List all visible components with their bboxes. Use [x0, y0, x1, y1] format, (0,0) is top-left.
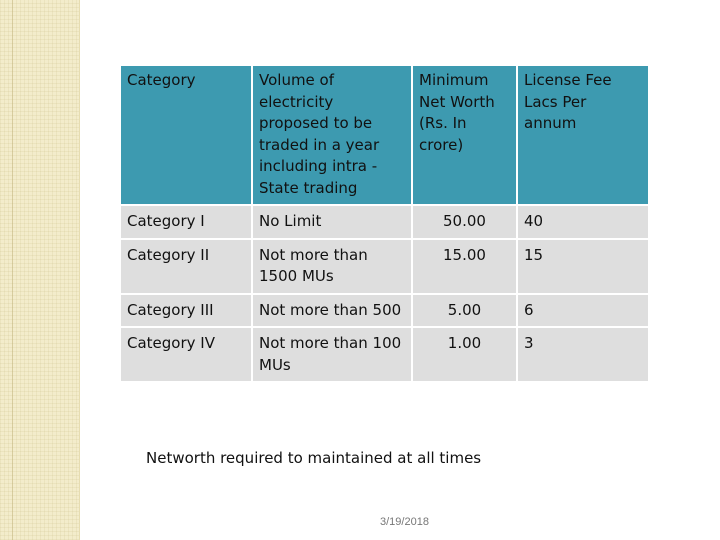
table-row: [121, 294, 648, 328]
cell-license-fee: 15: [517, 239, 648, 294]
table-row: [121, 205, 648, 239]
cell-net-worth: 5.00: [412, 294, 517, 328]
cell-category: Category I: [121, 205, 252, 239]
header-category: Category: [121, 66, 252, 205]
slide-date: 3/19/2018: [380, 516, 429, 528]
table-row: [121, 327, 648, 382]
cell-license-fee: 40: [517, 205, 648, 239]
table-header-row: [121, 66, 648, 205]
cell-license-fee: 6: [517, 294, 648, 328]
cell-category: Category IV: [121, 327, 252, 382]
table-row: [121, 239, 648, 294]
cell-license-fee: 3: [517, 327, 648, 382]
cell-net-worth: 15.00: [412, 239, 517, 294]
cell-category: Category III: [121, 294, 252, 328]
header-license-fee: License Fee Lacs Per annum: [517, 66, 648, 205]
cell-volume: Not more than 500: [252, 294, 412, 328]
cell-category: Category II: [121, 239, 252, 294]
left-border-line: [12, 0, 13, 540]
cell-net-worth: 1.00: [412, 327, 517, 382]
header-net-worth: Minimum Net Worth (Rs. In crore): [412, 66, 517, 205]
networth-note: Networth required to maintained at all times: [146, 449, 482, 467]
cell-volume: Not more than 100 MUs: [252, 327, 412, 382]
cell-volume: Not more than 1500 MUs: [252, 239, 412, 294]
decorative-left-border: [0, 0, 80, 540]
cell-volume: No Limit: [252, 205, 412, 239]
cell-net-worth: 50.00: [412, 205, 517, 239]
header-volume: Volume of electricity proposed to be traded in a year including intra - State trading: [252, 66, 412, 205]
license-fee-table: [121, 66, 648, 383]
